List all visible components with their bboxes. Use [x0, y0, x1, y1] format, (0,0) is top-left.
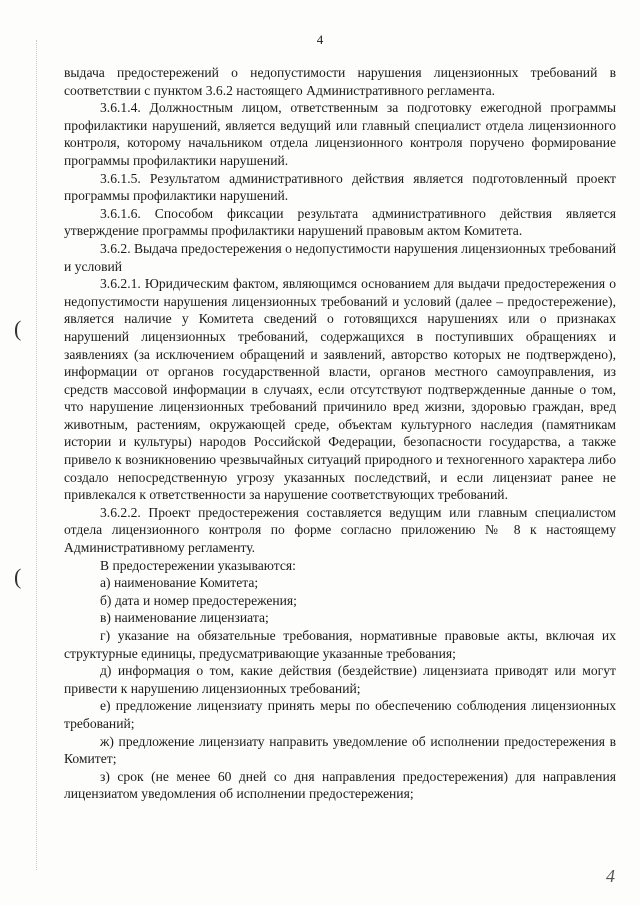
document-body [64, 64, 616, 803]
list-item: д) информация о том, какие действия (бездействие) лицензиата приводят или могут привести к нарушению лицензионных требований; [64, 663, 616, 696]
margin-bracket-mark: ( [14, 564, 22, 589]
list-item: ж) предложение лицензиату направить уведомление об исполнении предостережения в Комитет; [64, 733, 616, 767]
page-number: 4 [316, 32, 324, 47]
paragraph: 3.6.2.1. Юридическим фактом, являющимся основанием для выдачи предостережения о недопустимости нарушения лицензионных требований и условий (далее – предостережение), является наличие у Комитета сведений о готовящихся нарушениях или о признаках нарушений лицензионных требований, содержащихся в поступивших обращениях и заявлениях (за исключением обращений и заявлений, авторство которых не подтверждено), информации от органов государственной власти, органов местного самоуправления, из средств массовой информации в случаях, если отсутствуют подтвержденные данные о том, что нарушение лицензионных требований причинило вред жизни, здоровью граждан, вред животным, растениям, окружающей среде, объектам культурного наследия (памятникам истории и культуры) народов Российской Федерации, безопасности государства, а также привело к возникновению чрезвычайных ситуаций природного и техногенного характера либо создало непосредственную угрозу указанных последствий, и если лицензиат ранее не привлекался к ответственности за нарушение соответствующих требований. [64, 276, 616, 503]
list-item: в) наименование лицензиата; [100, 610, 269, 626]
list-item: г) указание на обязательные требования, нормативные правовые акты, включая их структурные единицы, предусматривающие указанные требования; [64, 628, 616, 661]
section-heading: 3.6.2. Выдача предостережения о недопустимости нарушения лицензионных требований и условий [64, 240, 616, 274]
list-item: е) предложение лицензиату принять меры по обеспечению соблюдения лицензионных требований; [64, 698, 616, 731]
handwritten-page-mark: 4 [606, 866, 615, 886]
paragraph: 3.6.1.5. Результатом административного действия является подготовленный проект программы профилактики нарушений. [64, 170, 616, 204]
paragraph: 3.6.1.6. Способом фиксации результата административного действия является утверждение программы профилактики нарушений правовым актом Комитета. [64, 205, 616, 239]
binding-holes [36, 40, 38, 870]
paragraph: выдача предостережений о недопустимости нарушения лицензионных требований в соответствии с пунктом 3.6.2 настоящего Административного регламента. [64, 65, 616, 98]
list-item: б) дата и номер предостережения; [100, 592, 297, 608]
list-intro: В предостережении указываются: [100, 557, 296, 573]
margin-bracket-mark: ( [14, 316, 22, 341]
paragraph: 3.6.1.4. Должностным лицом, ответственным за подготовку ежегодной программы профилактики нарушений, является ведущий или главный специалист отдела лицензионного контроля, которому начальником отдела лицензионного контроля поручено формирование программы профилактики нарушений. [64, 100, 616, 168]
list-item: з) срок (не менее 60 дней со дня направления предостережения) для направления лицензиатом уведомления об исполнении предостережения; [64, 768, 616, 802]
paragraph: 3.6.2.2. Проект предостережения составляется ведущим или главным специалистом отдела лицензионного контроля по форме согласно приложению № 8 к настоящему Административному регламенту. [64, 504, 616, 556]
list-item: а) наименование Комитета; [100, 575, 259, 591]
